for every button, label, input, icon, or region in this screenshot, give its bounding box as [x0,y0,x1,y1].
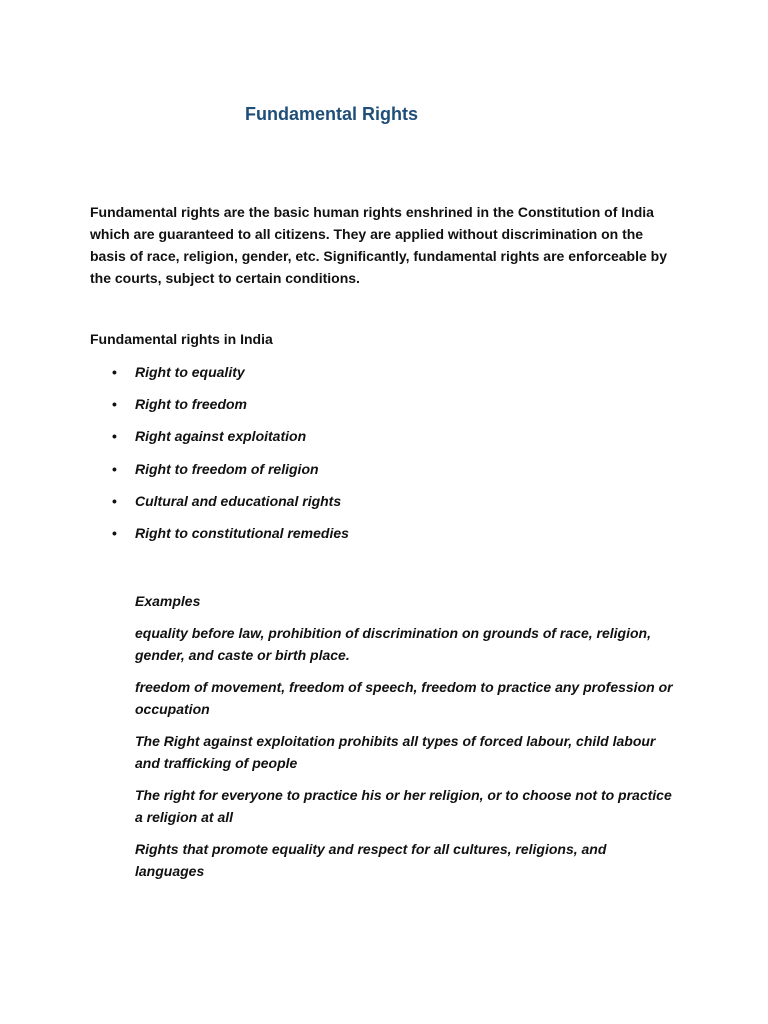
example-item: The right for everyone to practice his or her religion, or to choose not to practice a religion at all [135,787,672,825]
bullet-icon: • [112,492,117,509]
right-item-text: Right to constitutional remedies [135,524,349,541]
right-item-text: Right against exploitation [135,428,307,445]
examples-section [135,590,675,892]
bullet-icon: • [112,364,117,380]
bullet-icon: • [112,396,117,413]
example-item: The Right against exploitation prohibits all types of forced labour, child labour and trafficking of people [135,733,656,771]
bullet-icon: • [112,428,117,445]
example-item: equality before law, prohibition of discrimination on grounds of race, religion, gender, and caste or birth place. [135,625,651,663]
example-item: Rights that promote equality and respect for all cultures, religions, and languages [135,841,607,879]
right-item-text: Cultural and educational rights [135,492,342,509]
intro-paragraph: Fundamental rights are the basic human rights enshrined in the Constitution of India which are guaranteed to all citizens. They are applied without discrimination on the basis of race, religion, gender, etc. Significantly, fundamental rights are enforceable by the courts, subject to certain conditions. [90,204,668,286]
right-item-text: Right to freedom [135,396,247,413]
right-item-text: Right to freedom of religion [135,460,319,477]
rights-list-heading: Fundamental rights in India [90,331,273,347]
bullet-icon: • [112,460,117,477]
right-item-text: Right to equality [135,364,245,380]
examples-heading: Examples [135,593,201,609]
example-item: freedom of movement, freedom of speech, freedom to practice any profession or occupation [135,679,673,717]
bullet-icon: • [112,524,117,541]
page-title: Fundamental Rights [245,104,419,124]
